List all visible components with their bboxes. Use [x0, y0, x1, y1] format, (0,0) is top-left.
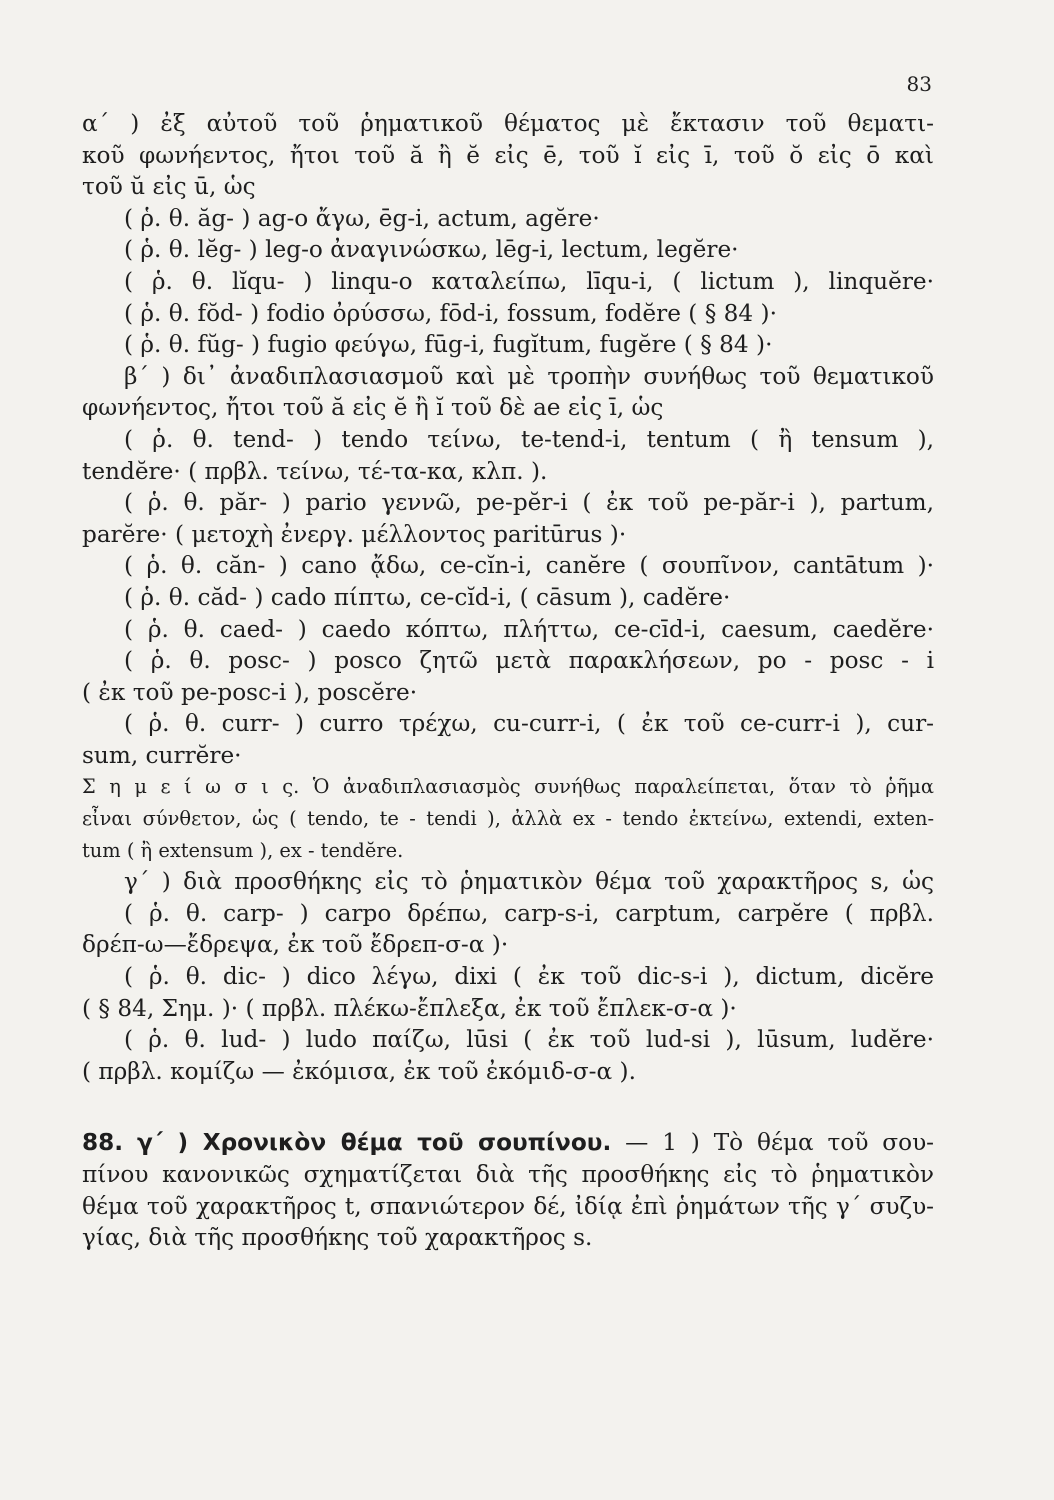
text-line: ( ῥ. θ. tend- ) tendo τείνω, te-tend-i, tentum ( ἢ tensum ),: [124, 425, 934, 453]
text-line: tendĕre· ( πρβλ. τείνω, τέ-τα-κα, κλπ. ).: [82, 457, 548, 485]
text-line: ( ῥ. θ. carp- ) carpo δρέπω, carp-s-i, carptum, carpĕre ( πρβλ.: [124, 899, 934, 927]
note-line: tum ( ἢ extensum ), ex - tendĕre.: [82, 838, 404, 862]
text-line: sum, currĕre·: [82, 741, 242, 769]
text-line: ( ῥ. θ. lĕg- ) leg-o ἀναγινώσκω, lēg-i, lectum, legĕre·: [124, 236, 739, 264]
text-line: ( ῥ. θ. dic- ) dico λέγω, dixi ( ἐκ τοῦ dic-s-i ), dictum, dicĕre: [124, 963, 934, 991]
section-title: γ΄ ) Χρονικὸν θέμα τοῦ σουπίνου.: [136, 1129, 612, 1157]
section-gap: [82, 1087, 934, 1127]
page-number: 83: [906, 72, 932, 96]
text-line: ( ῥ. θ. căd- ) cado πίπτω, ce-cĭd-i, ( cāsum ), cadĕre·: [124, 583, 731, 611]
text-line: κοῦ φωνήεντος, ἤτοι τοῦ ă ἢ ĕ εἰς ē, τοῦ ĭ εἰς ī, τοῦ ŏ εἰς ō καὶ: [82, 141, 934, 169]
section-number: 88.: [82, 1129, 124, 1157]
text-line: θέμα τοῦ χαρακτῆρος t, σπανιώτερον δέ, ἰδίᾳ ἐπὶ ῥημάτων τῆς γ΄ συζυ-: [82, 1192, 934, 1220]
text-line: ( ῥ. θ. curr- ) curro τρέχω, cu-curr-i, ( ἐκ τοῦ ce-curr-i ), cur-: [124, 710, 934, 738]
text-line: πίνου κανονικῶς σχηματίζεται διὰ τῆς προσθήκης εἰς τὸ ῥηματικὸν: [82, 1161, 934, 1188]
section-first-line-text: — 1 ) Τὸ θέμα τοῦ σου-: [625, 1129, 934, 1157]
note-line: εἶναι σύνθετον, ὡς ( tendo, te - tendi ), ἀλλὰ ex - tendo ἐκτείνω, extendi, exten-: [82, 807, 934, 831]
page-body: [82, 108, 934, 1254]
text-line: ( ῥ. θ. păr- ) pario γεννῶ, pe-pĕr-i ( ἐκ τοῦ pe-păr-i ), partum,: [124, 489, 934, 517]
text-line: ( ῥ. θ. căn- ) cano ᾄδω, ce-cĭn-i, canĕre ( σουπῖνον, cantātum )·: [124, 552, 934, 580]
text-line: ( ῥ. θ. caed- ) caedo κόπτω, πλήττω, ce-cīd-i, caesum, caedĕre·: [124, 615, 934, 643]
text-line: ( ῥ. θ. fŏd- ) fodio ὀρύσσω, fōd-i, fossum, fodĕre ( § 84 )·: [124, 299, 777, 327]
text-line: ( ῥ. θ. lĭqu- ) linqu-o καταλείπω, līqu-i, ( lictum ), linquĕre·: [124, 267, 934, 295]
text-line: ( ἐκ τοῦ pe-posc-i ), poscĕre·: [82, 678, 418, 706]
text-line: φωνήεντος, ἤτοι τοῦ ă εἰς ĕ ἢ ĭ τοῦ δὲ ae εἰς ī, ὡς: [82, 394, 664, 422]
text-line: ( ῥ. θ. ăg- ) ag-o ἄγω, ēg-i, actum, agĕre·: [124, 204, 600, 232]
text-line: β΄ ) δι᾽ ἀναδιπλασιασμοῦ καὶ μὲ τροπὴν συνήθως τοῦ θεματικοῦ: [124, 362, 934, 390]
text-line: ( πρβλ. κομίζω — ἐκόμισα, ἐκ τοῦ ἐκόμιδ-σ-α ).: [82, 1057, 636, 1085]
text-line: τοῦ ŭ εἰς ū, ὡς: [82, 173, 256, 201]
text-line: α΄ ) ἐξ αὐτοῦ τοῦ ῥηματικοῦ θέματος μὲ ἔκτασιν τοῦ θεματι-: [82, 110, 934, 137]
section-heading-line: [82, 1127, 934, 1159]
text-line: ( ῥ. θ. lud- ) ludo παίζω, lūsi ( ἐκ τοῦ lud-si ), lūsum, ludĕre·: [124, 1026, 934, 1054]
text-line: δρέπ-ω—ἔδρεψα, ἐκ τοῦ ἔδρεπ-σ-α )·: [82, 931, 509, 959]
text-line: γίας, διὰ τῆς προσθήκης τοῦ χαρακτῆρος s.: [82, 1224, 593, 1252]
text-line: ( ῥ. θ. posc- ) posco ζητῶ μετὰ παρακλήσεων, po - posc - i: [124, 647, 934, 675]
text-line: ( ῥ. θ. fŭg- ) fugio φεύγω, fūg-i, fugĭtum, fugĕre ( § 84 )·: [124, 331, 773, 359]
text-line: parĕre· ( μετοχὴ ἐνεργ. μέλλοντος paritūrus )·: [82, 520, 627, 548]
text-line: γ΄ ) διὰ προσθήκης εἰς τὸ ῥηματικὸν θέμα τοῦ χαρακτῆρος s, ὡς: [124, 868, 934, 896]
note-line: Σ η μ ε ί ω σ ι ς. Ὁ ἀναδιπλασιασμὸς συνήθως παραλείπεται, ὅταν τὸ ῥῆμα: [82, 775, 934, 799]
text-line: ( § 84, Σημ. )· ( πρβλ. πλέκω-ἔπλεξα, ἐκ τοῦ ἔπλεκ-σ-α )·: [82, 994, 737, 1022]
